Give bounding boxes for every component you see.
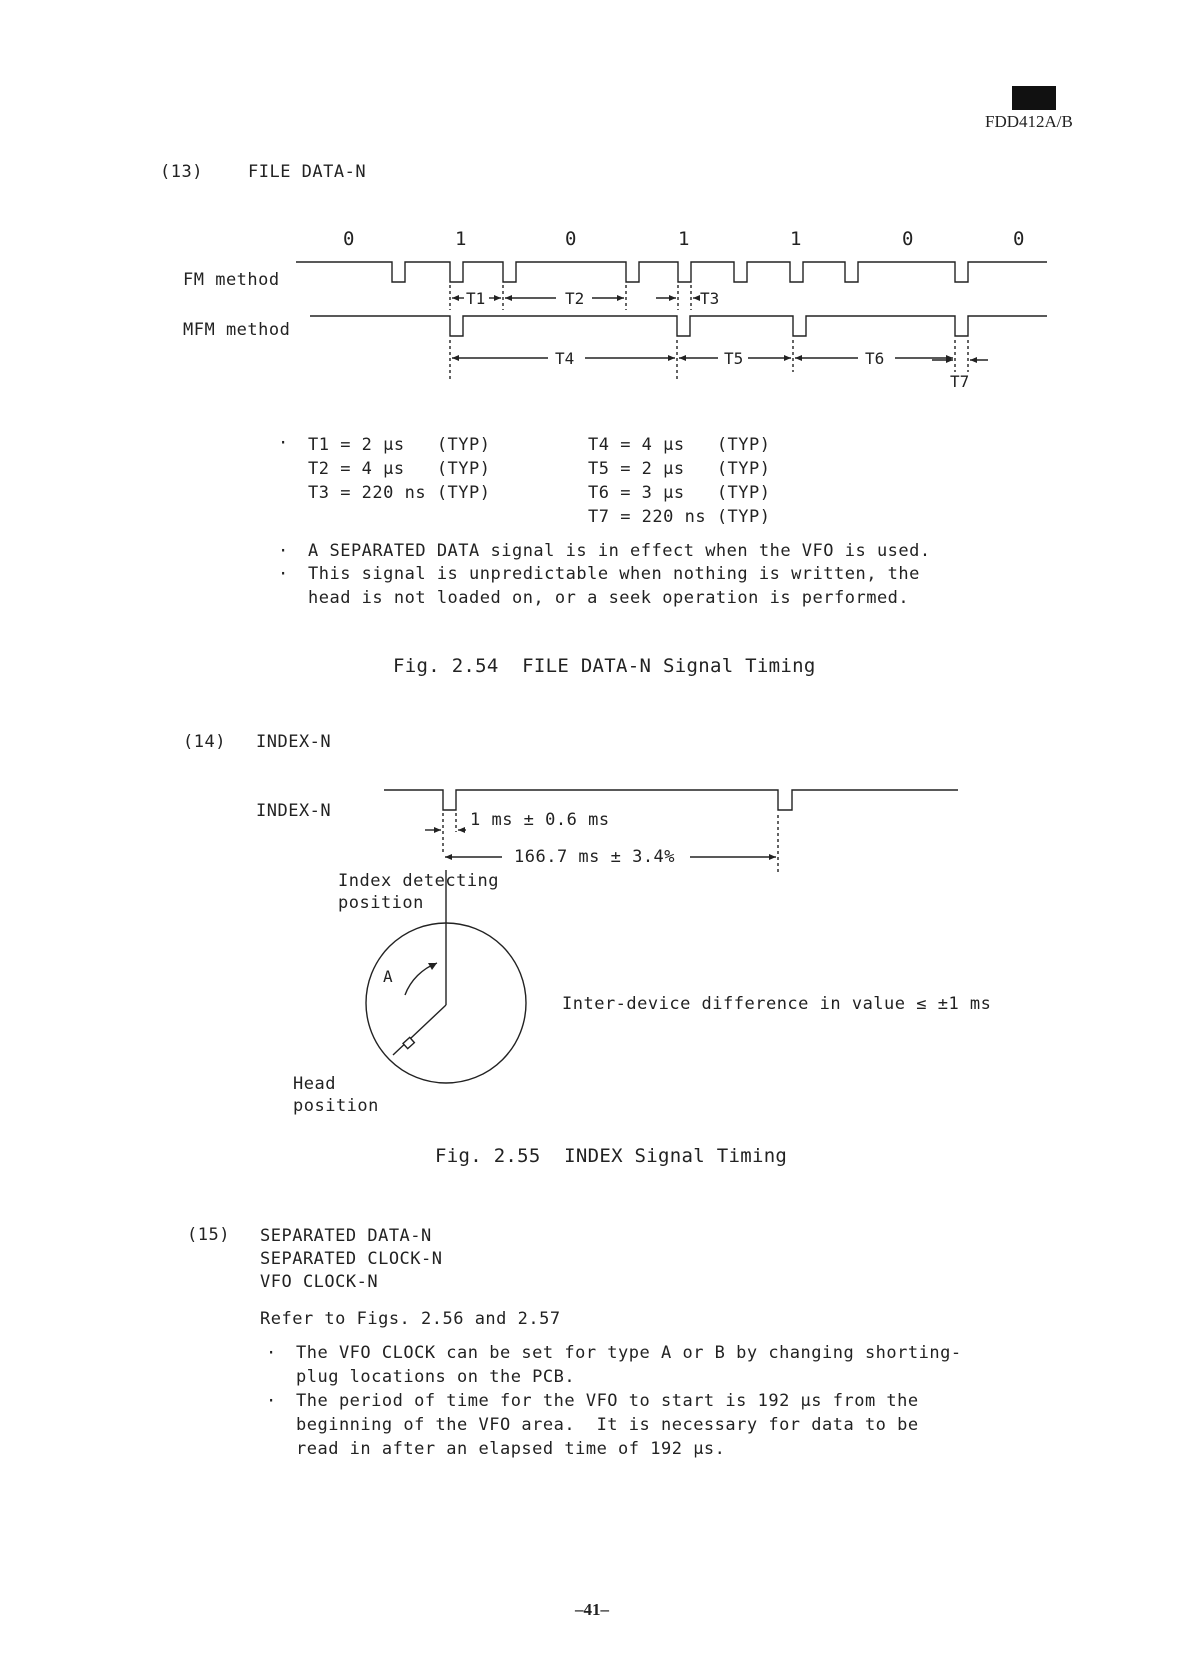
vfo-start-note-1: · The period of time for the VFO to start is 192 µs from the bbox=[296, 1391, 919, 1411]
bit-0: 0 bbox=[343, 228, 355, 250]
bit-4: 1 bbox=[790, 228, 802, 250]
note-unpredictable-2: head is not loaded on, or a seek operation is performed. bbox=[308, 588, 910, 608]
note-unpredictable-1: · This signal is unpredictable when nothing is written, the bbox=[308, 564, 920, 584]
head-position-label-1: Head bbox=[293, 1074, 336, 1094]
spec-t1: T1 = 2 µs (TYP) bbox=[308, 435, 491, 455]
bit-6: 0 bbox=[1013, 228, 1025, 250]
title-separated-data: SEPARATED DATA-N bbox=[260, 1226, 432, 1246]
section-15-titles bbox=[260, 1225, 443, 1294]
index-waveform bbox=[384, 790, 958, 810]
bit-3: 1 bbox=[678, 228, 690, 250]
page-number: –41– bbox=[575, 1600, 609, 1619]
t4-label: T4 bbox=[555, 349, 575, 368]
fm-waveform bbox=[296, 262, 1047, 282]
pulse-width-label: 1 ms ± 0.6 ms bbox=[470, 810, 610, 830]
mfm-waveform bbox=[310, 316, 1047, 336]
figure-2-55-caption: Fig. 2.55 INDEX Signal Timing bbox=[435, 1145, 788, 1167]
spec-t6: T6 = 3 µs (TYP) bbox=[588, 483, 771, 503]
file-data-timing-diagram bbox=[0, 0, 1179, 420]
section-13-title: FILE DATA-N bbox=[248, 162, 367, 182]
bit-1: 1 bbox=[455, 228, 467, 250]
inter-device-difference: Inter-device difference in value ≤ ±1 ms bbox=[562, 994, 992, 1014]
section-15-number: (15) bbox=[187, 1225, 230, 1245]
t5-label: T5 bbox=[724, 349, 744, 368]
t1-label: T1 bbox=[466, 289, 486, 308]
vfo-start-note-2: beginning of the VFO area. It is necessary for data to be bbox=[296, 1415, 919, 1435]
vfo-clock-note-2: plug locations on the PCB. bbox=[296, 1367, 576, 1387]
document-id: FDD412A/B bbox=[985, 112, 1073, 131]
spec-t5: T5 = 2 µs (TYP) bbox=[588, 459, 771, 479]
spec-column-right bbox=[588, 433, 771, 529]
refer-to-figures: Refer to Figs. 2.56 and 2.57 bbox=[260, 1309, 561, 1329]
spec-t2: T2 = 4 µs (TYP) bbox=[308, 459, 491, 479]
spec-bullet: · bbox=[278, 433, 289, 453]
mfm-method-label: MFM method bbox=[183, 320, 291, 340]
section-14-number: (14) bbox=[183, 732, 226, 752]
section-13-number: (13) bbox=[160, 162, 203, 182]
figure-2-54-caption: Fig. 2.54 FILE DATA-N Signal Timing bbox=[393, 655, 816, 677]
index-position-label-2: position bbox=[338, 893, 424, 913]
spec-t3: T3 = 220 ns (TYP) bbox=[308, 483, 491, 503]
t2-label: T2 bbox=[565, 289, 585, 308]
section-14-title: INDEX-N bbox=[256, 732, 332, 752]
spec-t4: T4 = 4 µs (TYP) bbox=[588, 435, 771, 455]
period-label: 166.7 ms ± 3.4% bbox=[514, 847, 676, 867]
bit-5: 0 bbox=[902, 228, 914, 250]
vfo-start-note-3: read in after an elapsed time of 192 µs. bbox=[296, 1439, 726, 1459]
vfo-clock-note-1: · The VFO CLOCK can be set for type A or B by changing shorting- bbox=[296, 1343, 962, 1363]
index-position-label-1: Index detecting bbox=[338, 871, 500, 891]
spec-column-left bbox=[308, 433, 491, 505]
head-arm-line bbox=[393, 1005, 446, 1055]
note-separated-data: · A SEPARATED DATA signal is in effect when the VFO is used. bbox=[308, 541, 931, 561]
title-separated-clock: SEPARATED CLOCK-N bbox=[260, 1249, 443, 1269]
t7-label: T7 bbox=[950, 372, 970, 391]
spec-t7: T7 = 220 ns (TYP) bbox=[588, 507, 771, 527]
head-position-label-2: position bbox=[293, 1096, 379, 1116]
bit-2: 0 bbox=[565, 228, 577, 250]
arc-label-a: A bbox=[383, 967, 394, 986]
title-vfo-clock: VFO CLOCK-N bbox=[260, 1272, 379, 1292]
head-symbol bbox=[403, 1037, 414, 1048]
t6-label: T6 bbox=[865, 349, 885, 368]
index-n-signal-label: INDEX-N bbox=[256, 801, 332, 821]
t3-label: T3 bbox=[700, 289, 720, 308]
fm-method-label: FM method bbox=[183, 270, 280, 290]
